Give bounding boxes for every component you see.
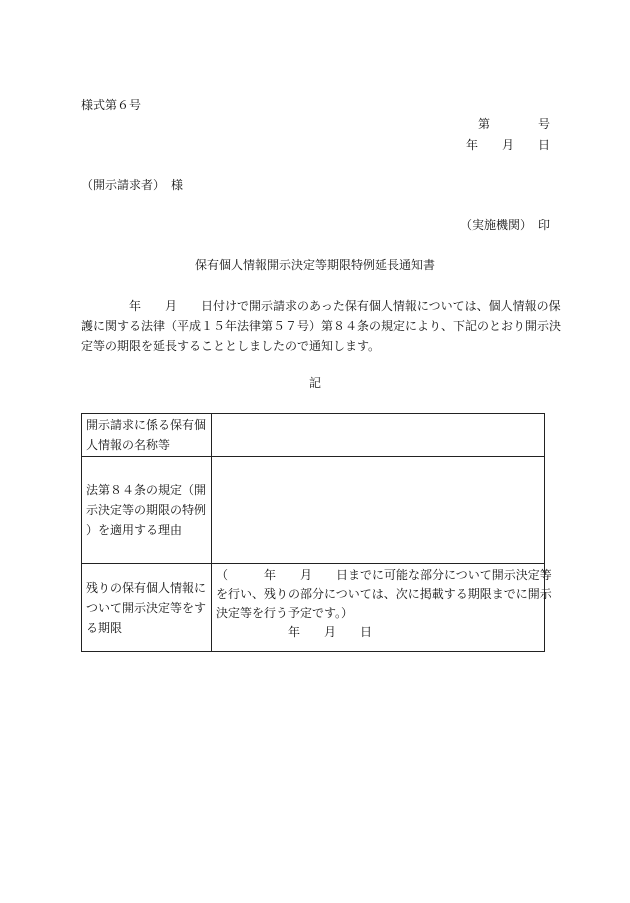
table-row (82, 457, 545, 564)
value-line: 決定等を行う予定です。） (216, 606, 354, 620)
issuer-seal: （実施機関） 印 (459, 218, 550, 232)
value-line: 年 月 日 (216, 625, 373, 639)
notice-table (81, 413, 552, 652)
table-row (82, 564, 545, 652)
value-line: を行い、残りの部分については、次に掲載する期限までに開示 (216, 587, 552, 601)
value-cell (212, 414, 545, 457)
recipient-name: （開示請求者） 様 (81, 178, 184, 192)
body-line: 護に関する法律（平成１５年法律第５７号）第８４条の規定により、下記のとおり開示決 (81, 319, 562, 333)
value-line: （ 年 月 日までに可能な部分について開示決定等 (216, 568, 552, 582)
issue-date: 年 月 日 (465, 138, 550, 152)
label-line: る期限 (86, 620, 123, 635)
label-cell (82, 564, 212, 652)
document-title: 保有個人情報開示決定等期限特例延長通知書 (194, 258, 435, 272)
label-line: 人情報の名称等 (86, 438, 171, 452)
label-cell (82, 457, 212, 564)
label-line: 法第８４条の規定（開 (86, 483, 207, 497)
label-line: 残りの保有個人情報に (86, 580, 207, 595)
value-cell (212, 564, 552, 652)
value-cell (212, 457, 545, 564)
label-line: 示決定等の期限の特例 (86, 503, 207, 517)
body-text (81, 296, 562, 356)
label-cell (82, 414, 212, 457)
ki-heading: 記 (308, 376, 321, 390)
label-line: ついて開示決定等をす (86, 600, 207, 615)
document-number: 第 号 (477, 117, 550, 131)
label-line: 開示請求に係る保有個 (86, 418, 207, 432)
form-number: 様式第６号 (81, 98, 142, 112)
label-line: ）を適用する理由 (86, 523, 183, 537)
body-line: 定等の期限を延長することとしましたので通知します。 (81, 339, 381, 353)
table-row (82, 414, 545, 457)
body-line: 年 月 日付けで開示請求のあった保有個人情報については、個人情報の保 (81, 299, 561, 313)
